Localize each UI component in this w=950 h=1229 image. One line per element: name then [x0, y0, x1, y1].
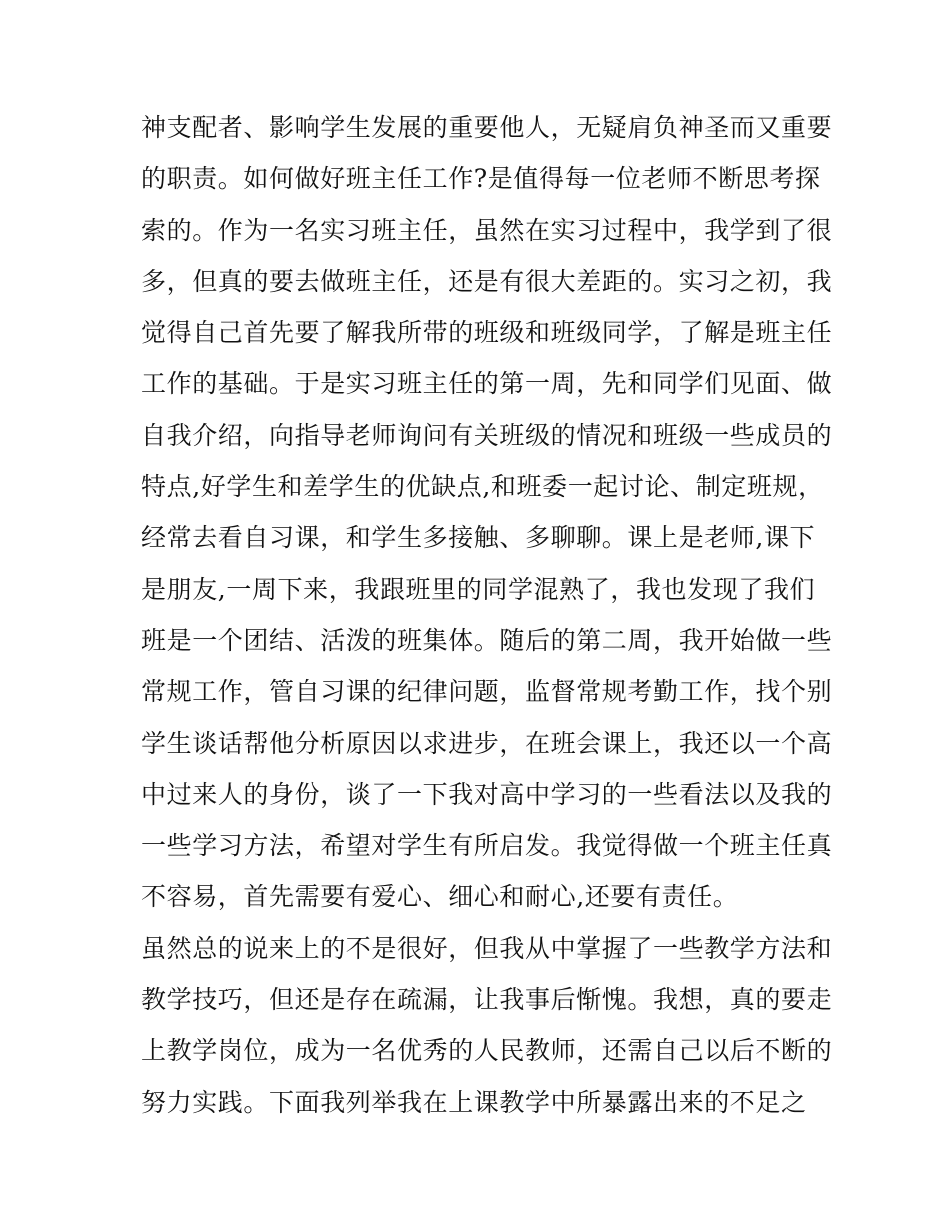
text-line: 学生谈话帮他分析原因以求进步，在班会课上，我还以一个高 [141, 728, 833, 758]
text-line: 是朋友,一周下来，我跟班里的同学混熟了，我也发现了我们 [141, 574, 816, 604]
text-line: 班是一个团结、活泼的班集体。随后的第二周，我开始做一些 [141, 625, 833, 655]
text-line: 努力实践。下面我列举我在上课教学中所暴露出来的不足之 [141, 1087, 807, 1117]
text-line: 上教学岗位，成为一名优秀的人民教师，还需自己以后不断的 [141, 1036, 833, 1066]
text-line: 觉得自己首先要了解我所带的班级和班级同学，了解是班主任 [141, 318, 833, 348]
text-line: 虽然总的说来上的不是很好，但我从中掌握了一些教学方法和 [141, 933, 833, 963]
text-line: 常规工作，管自习课的纪律问题，监督常规考勤工作，找个别 [141, 677, 833, 707]
body-text [141, 102, 833, 1128]
text-line: 工作的基础。于是实习班主任的第一周，先和同学们见面、做 [141, 369, 833, 399]
text-line: 的职责。如何做好班主任工作?是值得每一位老师不断思考探 [141, 164, 821, 194]
text-line: 教学技巧，但还是存在疏漏，让我事后惭愧。我想，真的要走 [141, 985, 833, 1015]
text-line: 特点,好学生和差学生的优缺点,和班委一起讨论、制定班规， [141, 472, 824, 502]
text-line: 不容易，首先需要有爱心、细心和耐心,还要有责任。 [141, 882, 739, 912]
text-line: 神支配者、影响学生发展的重要他人，无疑肩负神圣而又重要 [141, 113, 833, 142]
text-line: 一些学习方法，希望对学生有所启发。我觉得做一个班主任真 [141, 831, 833, 861]
text-line: 索的。作为一名实习班主任，虽然在实习过程中，我学到了很 [141, 215, 833, 245]
text-line: 中过来人的身份，谈了一下我对高中学习的一些看法以及我的 [141, 779, 833, 809]
text-line: 自我介绍，向指导老师询问有关班级的情况和班级一些成员的 [141, 420, 833, 450]
text-line: 经常去看自习课，和学生多接触、多聊聊。课上是老师,课下 [141, 523, 816, 553]
text-line: 多，但真的要去做班主任，还是有很大差距的。实习之初，我 [141, 266, 833, 296]
